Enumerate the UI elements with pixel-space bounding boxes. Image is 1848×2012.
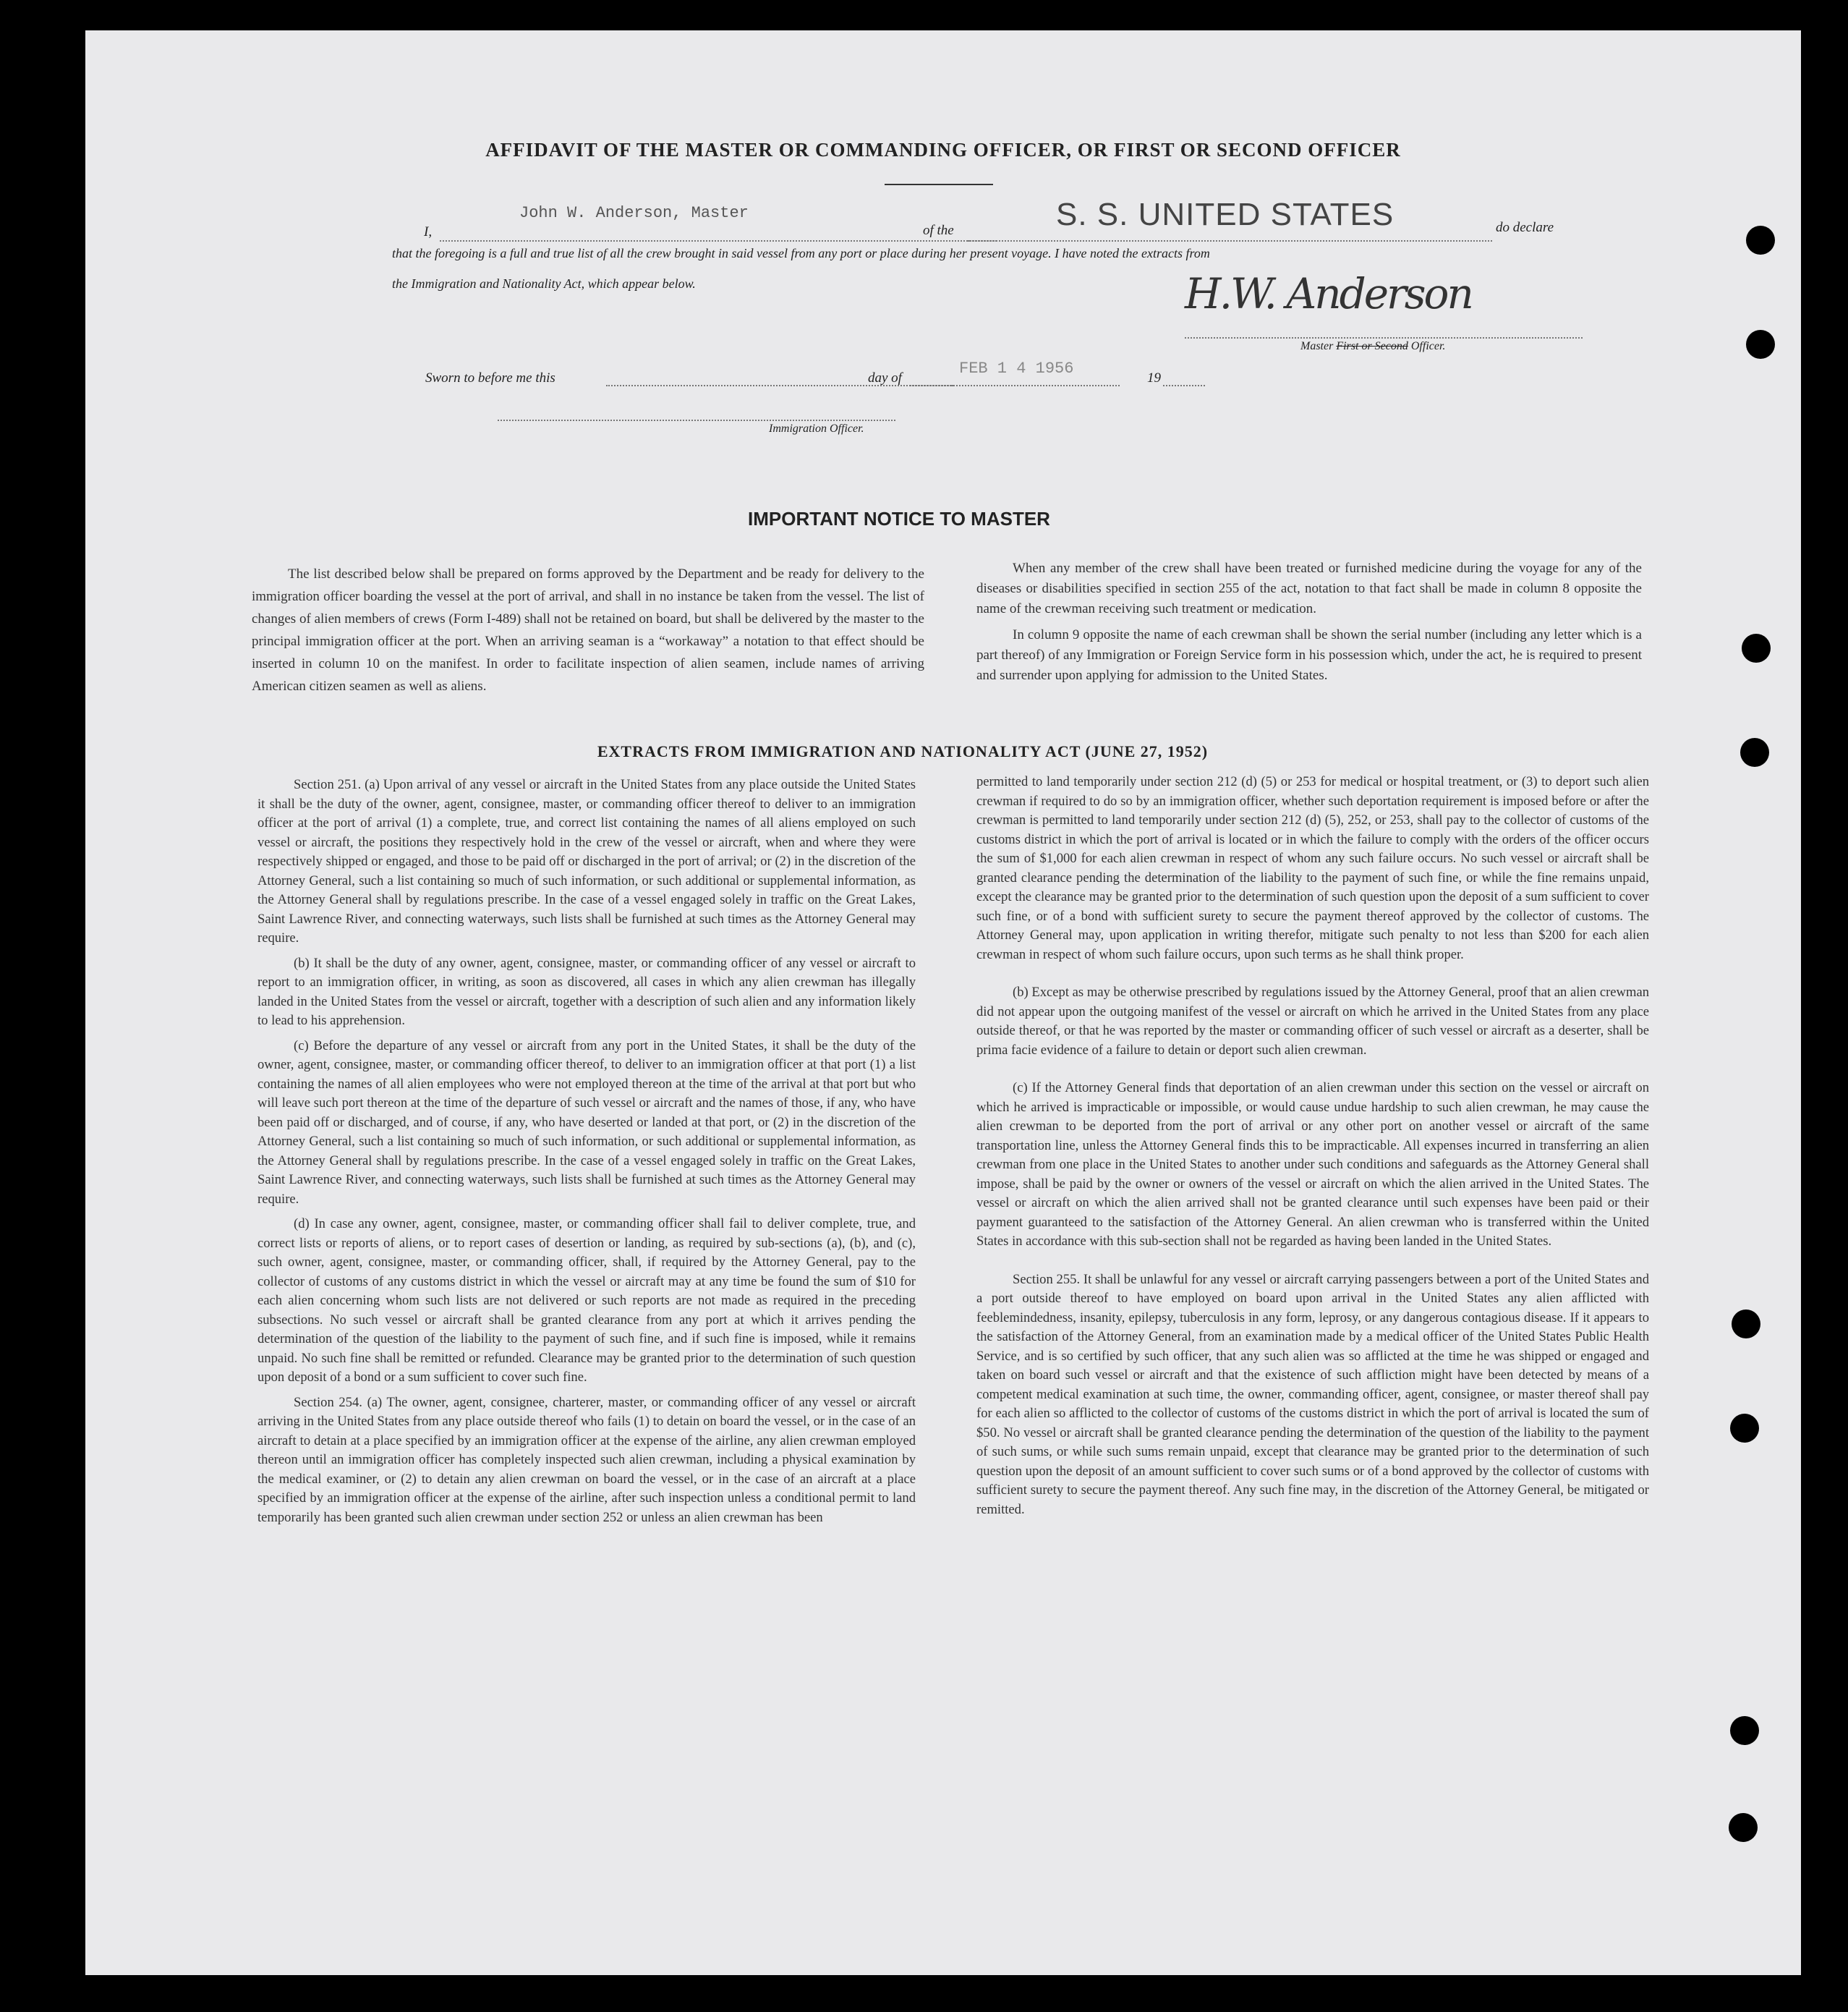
section-251-c: (c) Before the departure of any vessel or aircraft from any port in the United States, it shall be the duty of the owner, agent, consignee, master, or commanding officer thereof, to deliver to an immigration officer at that port (1) a list containing the names of all alien employees who were not employed thereon at the time of the arrival at that port but who will leave such port thereon at the time of the departure of such vessel or aircraft and the names of those, if any, who have been paid off or discharged, and of course, if any, who have deserted or landed at that port, or (2) in the discretion of the Attorney General, such a list containing so much of such information, or such additional or supplemental information, as the Attorney General shall by regulations prescribe. In the case of a vessel engaged solely in traffic on the Great Lakes, Saint Lawrence River, and connecting waterways, such lists shall be furnished at such times as the Attorney General may require. [257,1037,916,1207]
extracts-left-column [257,776,916,1533]
year-prefix: 19 [1147,370,1161,386]
do-declare-label: do declare [1496,220,1554,235]
punch-hole [1746,330,1775,359]
punch-hole [1730,1716,1759,1745]
signer-title-officer: Officer. [1410,340,1446,352]
notice-title: IMPORTANT NOTICE TO MASTER [748,508,1050,530]
notice-right-paragraph-1: When any member of the crew shall have been treated or furnished medicine during the voyage for any of the diseases or disabilities specified in section 255 of the act, notation to that fact shall be made in column 8 opposite the name of the crewman receiving such treatment or medication. [976,561,1642,616]
immigration-officer-label: Immigration Officer. [769,423,864,435]
statement-line-2: the Immigration and Nationality Act, which appear below. [392,276,696,291]
section-251-a: Section 251. (a) Upon arrival of any vessel or aircraft in the United States from any place outside the United States it shall be the duty of the owner, agent, consignee, master, or commanding officer thereof to deliver to an immigration officer at the port of arrival (1) a complete, true, and correct list containing the names of all aliens employed on such vessel or aircraft, the positions they respectively hold in the crew of the vessel or aircraft, when and where they were respectively shipped or engaged, and those to be paid off or discharged in the port of arrival; or (2) in the discretion of the Attorney General, such a list containing so much of such information, or such additional or supplemental information, as the Attorney General shall by regulations prescribe. In the case of a vessel engaged solely in traffic on the Great Lakes, Saint Lawrence River, and connecting waterways, such lists shall be furnished at such times as the Attorney General may require. [257,777,916,946]
extracts-title: EXTRACTS FROM IMMIGRATION AND NATIONALITY ACT (JUNE 27, 1952) [597,742,1209,760]
affidavit-title: AFFIDAVIT OF THE MASTER OR COMMANDING OFFICER, OR FIRST OR SECOND OFFICER [485,139,1401,161]
section-254-c: (c) If the Attorney General finds that deportation of an alien crewman under this section on the vessel or aircraft on which he arrived is impracticable or impossible, or would cause undue hardship to such alien crewman, he may cause the alien crewman to be deported from the port of arrival or any other port on another vessel or aircraft of the same transportation line, unless the Attorney General finds this to be impracticable. All expenses incurred in transferring an alien crewman from one place in the United States to another under such conditions and safeguards as the Attorney General shall impose, shall be paid by the owner or owners of the vessel or aircraft on which the alien arrived in the United States. The vessel or aircraft on which the alien arrived shall not be granted clearance until such expenses have been paid or their payment guaranteed to the satisfaction of the Attorney General. An alien crewman who is transferred within the United States in accordance with this sub-section shall not be regarded as having been landed in the United States. [976,1080,1649,1249]
sworn-date-stamp: FEB 1 4 1956 [959,360,1074,378]
section-255: Section 255. It shall be unlawful for any vessel or aircraft carrying passengers between a port of the United States and a port outside thereof to have employed on board upon arrival in the United States any alien afflicted with feeblemindedness, insanity, epilepsy, tuberculosis in any form, leprosy, or any dangerous contagious disease. If it appears to the satisfaction of the Attorney General, from an examination made by a medical officer of the United States Public Health Service, and is so certified by such officer, that any such alien was so afflicted at the time he was shipped or engaged and taken on board such vessel or aircraft and that the existence of such affliction might have been detected by means of a competent medical examination at such time, the owner, commanding officer, agent, consignee, or master thereof shall pay for each alien so afflicted to the collector of customs of the customs district in which the port of arrival is located the sum of $50. No vessel or aircraft shall be granted clearance pending the determination of the question of the liability to the payment of such sums, or while such sums remain unpaid, except that clearance may be granted prior to the determination of such question upon the deposit of an amount sufficient to cover such sums or of a bond approved by the collector of customs with sufficient surety to secure the payment thereof. Any such fine may, in the discretion of the Attorney General, be mitigated or remitted. [976,1271,1649,1517]
section-254-b: (b) Except as may be otherwise prescribed by regulations issued by the Attorney General, proof that an alien crewman did not appear upon the outgoing manifest of the vessel or aircraft on which he arrived in the United States from any place outside thereof, or that he was reported by the master or commanding officer of such vessel or aircraft as a deserter, shall be prima facie evidence of a failure to detain or deport such alien crewman. [976,985,1649,1058]
signer-title-master: Master [1300,340,1334,352]
year-line [1163,385,1205,386]
punch-hole [1732,1310,1760,1338]
section-251-b: (b) It shall be the duty of any owner, agent, consignee, master, or commanding officer of any vessel or aircraft to report to an immigration officer, in writing, as soon as discovered, all cases in which any alien crewman has illegally landed in the United States from the vessel or aircraft, together with a description of such alien and any information likely to lead to his apprehension. [257,955,916,1028]
master-signature: H.W. Anderson [1185,269,1472,318]
i-prefix: I, [424,224,433,239]
extracts-right-column [976,773,1649,1525]
sworn-prefix: Sworn to before me this [425,370,555,386]
vessel-name: S. S. UNITED STATES [1056,197,1394,232]
declarant-name: John W. Anderson, Master [519,204,749,222]
punch-hole [1730,1414,1759,1443]
section-251-d: (d) In case any owner, agent, consignee, master, or commanding officer shall fail to deliver complete, true, and correct lists or reports of aliens, or to report cases of desertion or landing, as required by sub-sections (a), (b), and (c), such owner, agent, consignee, master, or commanding officer, shall, if required by the Attorney General, pay to the collector of customs of any customs district in which the vessel or aircraft may at any time be found the sum of $10 for each alien concerning whom such lists are not delivered or such reports are not made as required in the preceding subsections. No such vessel or aircraft shall be granted clearance from any port at which it arrives pending the determination of the question of the liability to the payment of such fine, and if such fine is imposed, while it remains unpaid. No such fine shall be remitted or refunded. Clearance may be granted prior to the determination of such question upon deposit of a bond or a sum sufficient to cover such fine. [257,1216,916,1385]
sworn-month-line [910,385,1120,386]
punch-hole [1742,634,1771,663]
punch-hole [1740,738,1769,767]
document-page [85,30,1801,1975]
section-254-a: Section 254. (a) The owner, agent, consignee, charterer, master, or commanding officer of any vessel or aircraft arriving in the United States from any place outside thereof who fails (1) to detain on board the vessel, or in the case of an aircraft to detain at a place specified by an immigration officer at the expense of the airline, any alien crewman employed thereon until an immigration officer has completely inspected such alien crewman, including a physical examination by the medical examiner, or (2) to detain any alien crewman on board the vessel, or in the case of an aircraft at a place specified by an immigration officer at the expense of the airline, after such inspection unless a conditional permit to land temporarily has been granted such alien crewman under section 252 or unless an alien crewman has been [257,1394,916,1525]
notice-right-column [976,559,1642,692]
signer-title-struck: First or Second [1336,340,1408,352]
notice-left-paragraph: The list described below shall be prepared on forms approved by the Department and be ready for delivery to the immigration officer boarding the vessel at the port of arrival, and shall in no instance be taken from the vessel. The list of changes of alien members of crews (Form I-489) shall not be retained on board, but shall be delivered by the master to the principal immigration officer at the port. When an arriving seaman is a “workaway” a notation to that effect should be inserted in column 10 on the manifest. In order to facilitate inspection of alien seamen, include names of arriving American citizen seamen as well as aliens. [252,566,924,694]
punch-hole [1746,226,1775,255]
vessel-line [968,240,1492,242]
immigration-officer-line [498,420,895,421]
punch-hole [1729,1813,1758,1842]
of-the-label: of the [923,223,954,238]
notice-left-column [252,563,924,703]
signature-line [1185,337,1583,339]
title-rule [885,184,993,185]
statement-line-1: that the foregoing is a full and true list of all the crew brought in said vessel from any port or place during her present voyage. I have noted the extracts from [392,246,1210,260]
section-254-a-continued: permitted to land temporarily under section 212 (d) (5) or 253 for medical or hospital treatment, or (3) to deport such alien crewman if required to do so by an immigration officer, whether such deportation requirement is imposed before or after the crewman is permitted to land temporarily under section 212 (d) (5), 252, or 253, shall pay to the collector of customs of the customs district in which the port of arrival is located or in which the failure to comply with the orders of the officer occurs the sum of $1,000 for each alien crewman in respect of whom any such failure occurs. No such vessel or aircraft shall be granted clearance pending the determination of the liability to the payment of such fine, or while the fine remains unpaid, except the clearance may be granted prior to the determination of such question upon the deposit of a sum sufficient to cover such fine, or of a bond with sufficient surety to secure the payment thereof approved by the collector of customs. The Attorney General may, upon application in writing therefor, mitigate such penalty to not less than $200 for each alien crewman in respect of whom such failure occurs, upon such terms as he shall think proper. [976,774,1649,962]
declarant-line [440,240,997,242]
day-of-label: day of [868,370,902,386]
signer-title [1300,340,1445,353]
notice-right-paragraph-2: In column 9 opposite the name of each crewman shall be shown the serial number (including any letter which is a part thereof) of any Immigration or Foreign Service form in his possession which, under the act, he is required to present and surrender upon applying for admission to the United States. [976,627,1642,683]
